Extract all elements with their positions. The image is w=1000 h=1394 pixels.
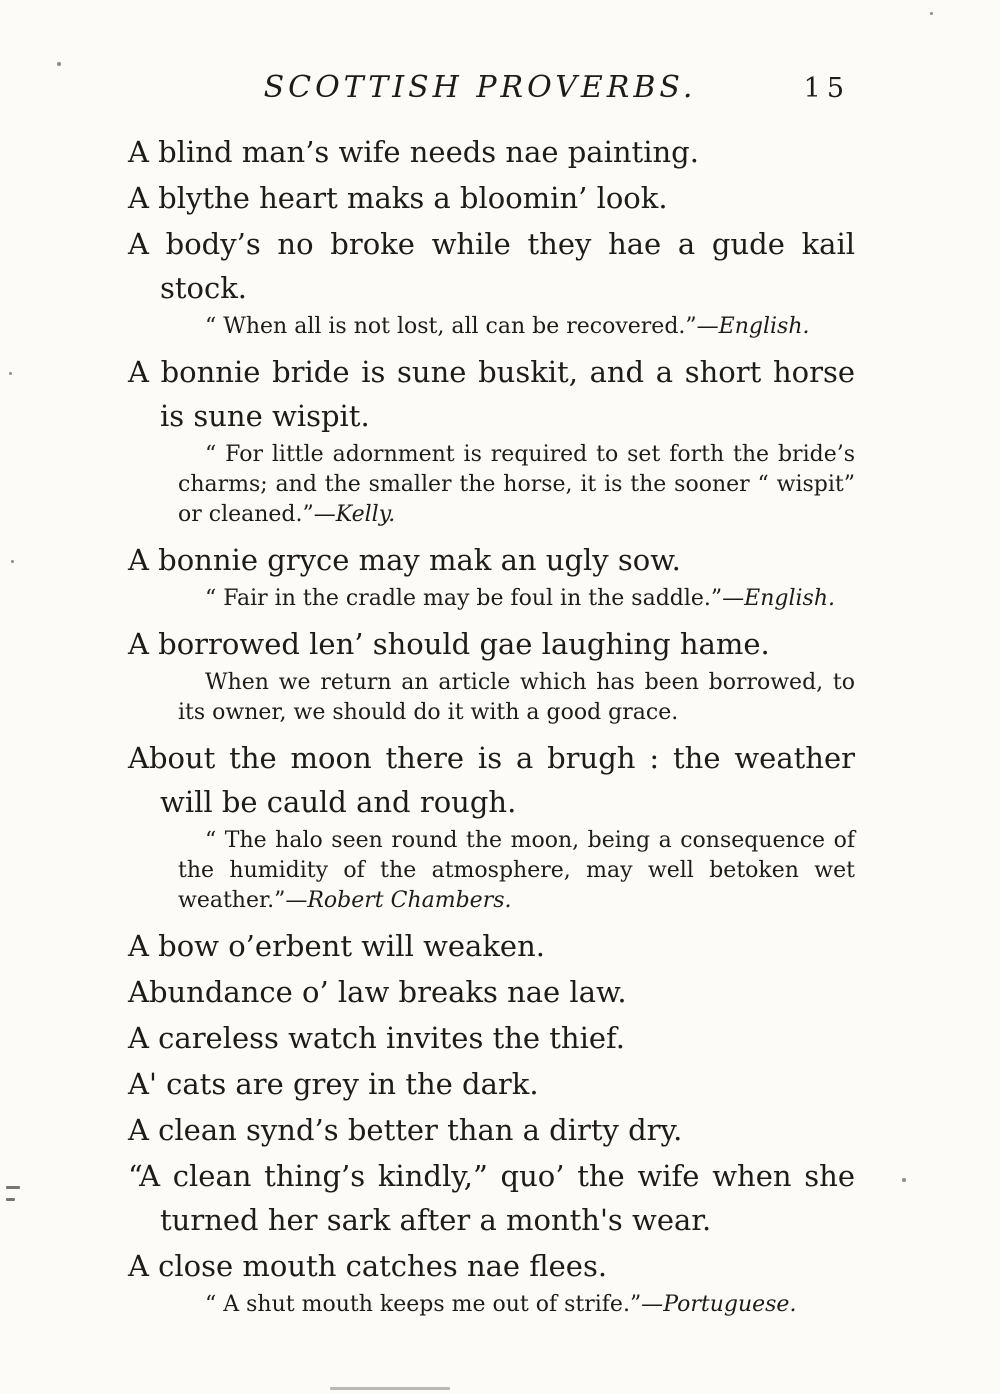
scan-speck [57,62,61,66]
entry-text: Abundance o’ law breaks nae law. [128,975,627,1009]
entry-text: “ Fair in the cradle may be foul in the saddle.”— [205,586,745,611]
entry-text: “ A shut mouth keeps me out of strife.”— [205,1292,664,1317]
scan-speck [11,560,14,563]
attribution: English. [744,586,835,611]
attribution: Robert Chambers. [307,888,512,913]
entry-text: A blythe heart maks a bloomin’ look. [128,181,668,215]
entry-text: A clean synd’s better than a dirty dry. [128,1113,683,1147]
entry-text: “A clean thing’s kindly,” quo’ the wife when she turned her sark after a month's wear. [128,1159,855,1237]
entry-text: “ When all is not lost, all can be recovered.”— [205,314,719,339]
proverb [128,970,855,1014]
page-number: 15 [803,73,850,104]
scan-mark [330,1387,450,1390]
attribution: Kelly. [335,502,396,527]
attribution: English. [718,314,810,339]
gloss-note [178,440,855,530]
proverb [128,622,855,666]
proverb [128,1244,855,1288]
entry-text: “ For little adornment is required to set forth the bride’s charms; and the smaller the horse, it is the sooner “ wispit” or cleaned.”— [178,442,855,527]
proverb [128,736,855,824]
page-header [0,70,1000,114]
entry-text: A bow o’erbent will weaken. [128,929,545,963]
proverb [128,538,855,582]
entry-text: A blind man’s wife needs nae painting. [128,135,699,169]
proverb [128,222,855,310]
proverb [128,1154,855,1242]
scan-speck [9,372,12,375]
entry-text: A body’s no broke while they hae a gude kail stock. [128,227,855,305]
proverb [128,350,855,438]
running-title: SCOTTISH PROVERBS. [263,70,697,105]
gloss-note [178,826,855,916]
gloss-note [178,668,855,728]
entry-text: When we return an article which has been borrowed, to its owner, we should do it with a good grace. [178,670,855,725]
entry-text: A borrowed len’ should gae laughing hame. [128,627,770,661]
entry-text: A bonnie bride is sune buskit, and a short horse is sune wispit. [128,355,855,433]
attribution: Portuguese. [663,1292,797,1317]
entry-text: A careless watch invites the thief. [128,1021,625,1055]
gloss-note [178,312,855,342]
entry-text: A bonnie gryce may mak an ugly sow. [128,543,681,577]
gloss-note [178,584,855,614]
scan-mark [6,1198,15,1201]
gloss-note [178,1290,855,1320]
proverb-list [128,130,855,1328]
proverb [128,1062,855,1106]
proverb [128,1108,855,1152]
proverb [128,1016,855,1060]
scan-speck [902,1178,906,1182]
proverb [128,924,855,968]
scan-speck [930,12,933,15]
scan-mark [6,1186,20,1189]
entry-text: A' cats are grey in the dark. [128,1067,539,1101]
proverb [128,130,855,174]
entry-text: “ The halo seen round the moon, being a consequence of the humidity of the atmosphere, may well betoken wet weather.”— [178,828,855,913]
entry-text: About the moon there is a brugh : the weather will be cauld and rough. [128,741,855,819]
entry-text: A close mouth catches nae flees. [128,1249,608,1283]
proverb [128,176,855,220]
